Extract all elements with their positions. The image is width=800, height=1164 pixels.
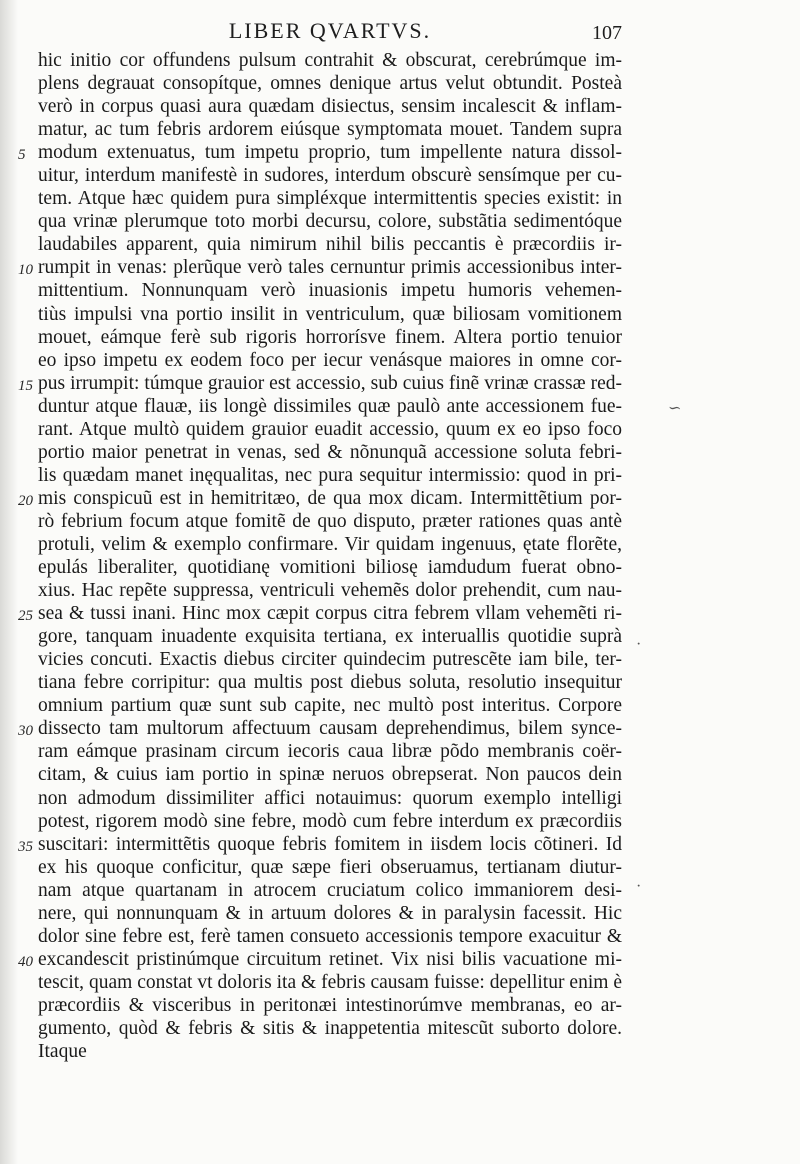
text-line — [38, 902, 622, 925]
text-line — [38, 118, 622, 141]
line-text: tescit, quam constat vt doloris ita & febris causam fuisse: depellitur enim è — [38, 971, 622, 993]
text-line — [38, 787, 622, 810]
line-text: hic initio cor offundens pulsum contrahit & obscurat, cerebrúmque im- — [38, 50, 622, 71]
line-number: 10 — [18, 262, 33, 279]
line-text: rant. Atque multò quidem grauior euadit accessio, quum ex eo ipso foco — [38, 418, 622, 440]
text-line — [38, 556, 622, 579]
line-text: modum extenuatus, tum impetu proprio, tum impellente natura dissol- — [38, 142, 622, 164]
line-text: qua vrinæ plerumque toto morbi decursu, colore, substãtia sedimentóque — [38, 211, 622, 233]
text-line — [38, 671, 622, 694]
text-line — [18, 372, 622, 395]
text-line — [38, 418, 622, 441]
text-line — [38, 164, 622, 187]
page-number: 107 — [592, 22, 622, 44]
line-text: mis conspicuũ est in hemitritæo, de qua mox dicam. Intermittẽtium por- — [38, 487, 622, 509]
text-line — [38, 971, 622, 994]
text-line — [38, 303, 622, 326]
text-line — [18, 141, 622, 164]
text-line — [38, 694, 622, 717]
line-text: gumento, quòd & febris & sitis & inappetentia mitescũt suborto dolore. — [38, 1017, 622, 1039]
line-text: tem. Atque hæc quidem pura simpléxque intermittentis species existit: in — [38, 188, 622, 210]
text-line — [18, 602, 622, 625]
text-line — [38, 925, 622, 948]
line-text: duntur atque flauæ, iis longè dissimiles quæ paulò ante accessionem fue- — [38, 395, 622, 417]
text-line — [38, 579, 622, 602]
body-text — [18, 49, 622, 1063]
line-text: nam atque quartanam in atrocem cruciatum colico immaniorem desi- — [38, 879, 622, 901]
line-number: 25 — [18, 608, 33, 625]
page-header — [38, 18, 622, 50]
text-line — [38, 740, 622, 763]
text-line — [38, 279, 622, 302]
line-number: 30 — [18, 723, 33, 740]
text-line — [18, 948, 622, 971]
text-line — [38, 95, 622, 118]
text-line — [38, 395, 622, 418]
line-text: portio maior penetrat in venas, sed & nõnunquã accessione soluta febri- — [38, 441, 622, 463]
line-text: xius. Hac repẽte suppressa, ventriculi vehemẽs dolor prehendit, cum nau- — [38, 580, 622, 602]
line-text: Itaque — [38, 1041, 87, 1063]
text-line — [38, 856, 622, 879]
text-line — [38, 510, 622, 533]
line-number: 5 — [18, 147, 26, 164]
line-text: uitur, interdum manifestè in sudores, interdum obscurè sensímque per cu- — [38, 165, 622, 187]
text-line — [38, 233, 622, 256]
line-text: potest, rigorem modò sine febre, modò cum febre interdum ex præcordiis — [38, 810, 622, 832]
line-text: ex his quoque conficitur, quæ sæpe fieri obseruamus, tertianam diutur- — [38, 856, 622, 878]
line-text: suscitari: intermittẽtis quoque febris fomitem in iisdem locis cõtineri. Id — [38, 833, 622, 855]
text-line — [38, 349, 622, 372]
line-text: rò febrium focum atque fomitẽ de quo disputo, præter rationes quas antè — [38, 510, 622, 532]
text-line — [38, 72, 622, 95]
running-title: LIBER QVARTVS. — [228, 18, 432, 43]
line-text: mittentium. Nonnunquam verò inuasionis impetu humoris vehemen- — [38, 280, 622, 302]
text-line — [38, 810, 622, 833]
line-text: dissecto tam multorum affectuum causam deprehendimus, bilem synce- — [38, 718, 622, 740]
line-text: eo ipso impetu ex eodem foco per iecur venásque maiores in omne cor- — [38, 349, 622, 371]
line-number: 35 — [18, 838, 33, 855]
text-line — [38, 464, 622, 487]
line-text: dolor sine febre est, ferè tamen consueto accessionis tempore exacuitur & — [38, 925, 622, 947]
text-line — [18, 833, 622, 856]
line-text: tiùs impulsi vna portio insilit in ventriculum, quæ biliosam vomitionem — [38, 303, 622, 325]
line-text: plens degrauat consopítque, omnes denique artus velut obtundit. Posteà — [38, 73, 622, 95]
margin-mark: · — [636, 878, 642, 895]
text-line — [38, 994, 622, 1017]
text-line — [18, 487, 622, 510]
line-number: 15 — [18, 377, 33, 394]
text-line — [38, 648, 622, 671]
line-number: 20 — [18, 492, 33, 509]
margin-mark: ∽ — [668, 400, 682, 417]
line-text: rumpit in venas: plerũque verò tales cernuntur primis accessionibus inter- — [38, 257, 622, 279]
line-text: protuli, velim & exemplo confirmare. Vir quidam ingenuus, ętate florẽte, — [38, 533, 622, 555]
text-line — [38, 49, 622, 72]
margin-mark: · — [636, 636, 642, 653]
text-line — [38, 625, 622, 648]
line-text: ram eámque prasinam circum iecoris caua libræ põdo membranis coër- — [38, 741, 622, 763]
line-text: laudabiles apparent, quia nimirum nihil bilis peccantis è præcordiis ir- — [38, 234, 622, 256]
line-text: omnium partium quæ sunt sub capite, nec multò post interitus. Corpore — [38, 695, 622, 717]
line-text: gore, tanquam inuadente exquisita tertiana, ex interuallis quotidie suprà — [38, 626, 622, 648]
line-text: matur, ac tum febris ardorem eiúsque symptomata mouet. Tandem supra — [38, 119, 622, 141]
line-text: lis quædam manet inęqualitas, nec pura sequitur intermissio: quod in pri- — [38, 464, 622, 486]
line-text: verò in corpus quasi aura quædam disiectus, sensim incalescit & inflam- — [38, 96, 622, 118]
line-text: præcordiis & visceribus in peritonæi intestinorúmve membranas, eo ar- — [38, 994, 622, 1016]
line-text: non admodum dissimiliter affici notauimus: quorum exemplo intelligi — [38, 787, 622, 809]
text-line — [38, 763, 622, 786]
line-text: sea & tussi inani. Hinc mox cæpit corpus citra febrem vllam vehemẽti ri- — [38, 603, 622, 625]
line-text: nere, qui nonnunquam & in artuum dolores & in paralysin facessit. Hic — [38, 902, 622, 924]
line-text: epulás liberaliter, quotidianę vomitioni biliosę iamdudum fuerat obno- — [38, 557, 622, 579]
text-line — [18, 256, 622, 279]
text-line — [38, 533, 622, 556]
line-text: tiana febre corripitur: qua multis post diebus soluta, resolutio insequitur — [38, 672, 622, 694]
text-line — [38, 1017, 622, 1040]
text-line — [38, 187, 622, 210]
line-text: excandescit pristinúmque circuitum retinet. Vix nisi bilis vacuatione mi- — [38, 948, 622, 970]
text-line — [18, 717, 622, 740]
text-line — [38, 441, 622, 464]
line-text: mouet, eámque ferè sub rigoris horrorísve finem. Altera portio tenuior — [38, 326, 622, 348]
line-text: citam, & cuius iam portio in spinæ neruos obrepserat. Non paucos dein — [38, 764, 622, 786]
line-text: pus irrumpit: túmque grauior est accessio, sub cuius finẽ vrinæ crassæ red- — [38, 372, 622, 394]
text-line — [38, 1040, 622, 1063]
line-text: vicies concuti. Exactis diebus circiter quindecim putrescẽte iam bile, ter- — [38, 649, 622, 671]
line-number: 40 — [18, 953, 33, 970]
text-line — [38, 326, 622, 349]
text-line — [38, 210, 622, 233]
text-line — [38, 879, 622, 902]
